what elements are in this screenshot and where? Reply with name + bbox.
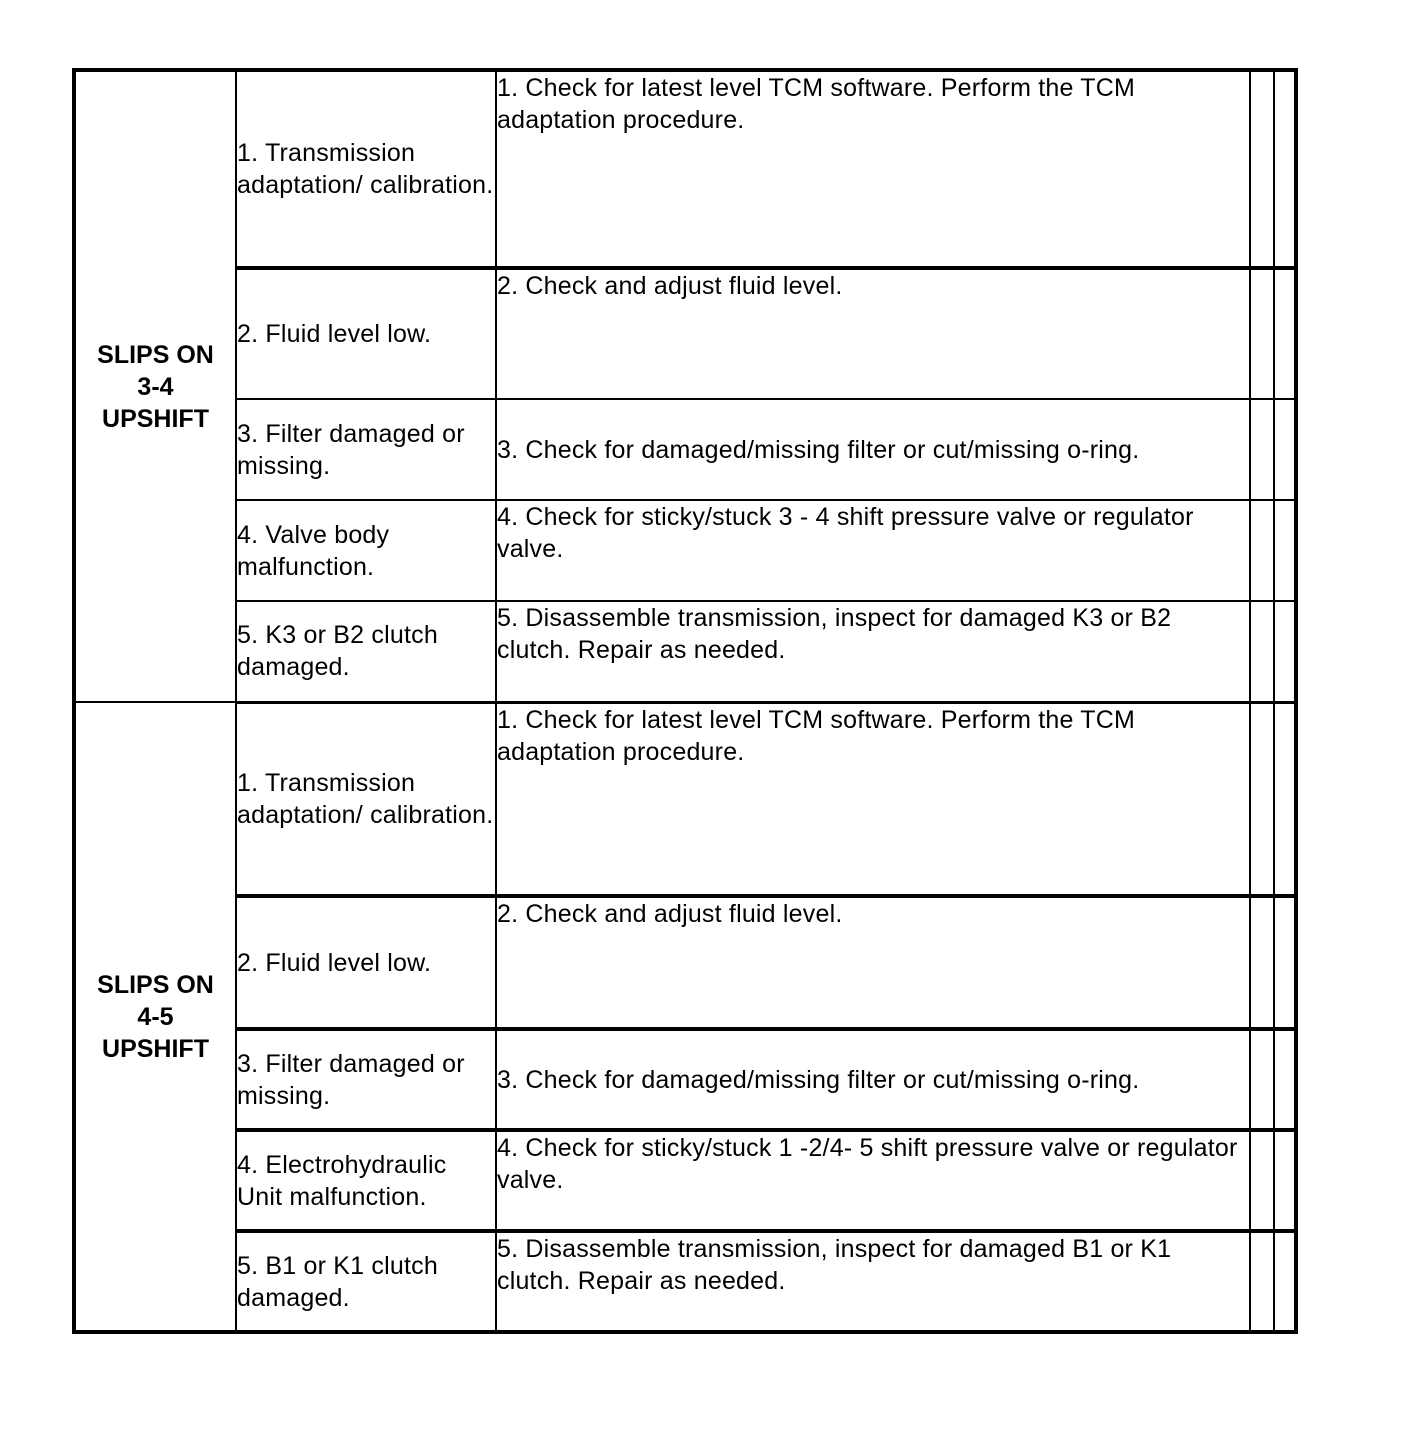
check-cell — [1250, 1231, 1274, 1332]
check-cell — [1250, 70, 1274, 268]
table-row — [74, 601, 1296, 702]
check-cell — [1250, 268, 1274, 399]
table-row — [74, 1029, 1296, 1130]
table-row — [74, 70, 1296, 268]
correction-cell: 4. Check for sticky/stuck 1 -2/4- 5 shift pressure valve or regulator valve. — [496, 1130, 1250, 1231]
check-cell — [1274, 1029, 1296, 1130]
table-row — [74, 702, 1296, 896]
condition-line: UPSHIFT — [102, 404, 209, 433]
check-cell — [1250, 702, 1274, 896]
check-cell — [1274, 70, 1296, 268]
condition-line: UPSHIFT — [102, 1034, 209, 1063]
cause-cell: 4. Valve body malfunction. — [236, 500, 496, 601]
cause-cell: 4. Electrohydraulic Unit malfunction. — [236, 1130, 496, 1231]
check-cell — [1274, 1130, 1296, 1231]
correction-cell: 5. Disassemble transmission, inspect for damaged B1 or K1 clutch. Repair as needed. — [496, 1231, 1250, 1332]
cause-cell: 2. Fluid level low. — [236, 268, 496, 399]
condition-line: 4-5 — [137, 1002, 174, 1031]
diagnosis-table — [72, 68, 1298, 1334]
condition-line: SLIPS ON — [97, 340, 214, 369]
correction-cell: 4. Check for sticky/stuck 3 - 4 shift pressure valve or regulator valve. — [496, 500, 1250, 601]
check-cell — [1274, 896, 1296, 1029]
table-row — [74, 1130, 1296, 1231]
cause-cell: 5. B1 or K1 clutch damaged. — [236, 1231, 496, 1332]
correction-cell: 2. Check and adjust fluid level. — [496, 896, 1250, 1029]
correction-cell: 3. Check for damaged/missing filter or cut/missing o-ring. — [496, 1029, 1250, 1130]
table-row — [74, 268, 1296, 399]
condition-line: SLIPS ON — [97, 970, 214, 999]
cause-cell: 5. K3 or B2 clutch damaged. — [236, 601, 496, 702]
condition-cell — [74, 702, 236, 1332]
check-cell — [1250, 1029, 1274, 1130]
condition-line: 3-4 — [137, 372, 174, 401]
check-cell — [1250, 399, 1274, 500]
check-cell — [1274, 500, 1296, 601]
correction-cell: 3. Check for damaged/missing filter or cut/missing o-ring. — [496, 399, 1250, 500]
check-cell — [1250, 896, 1274, 1029]
table-row — [74, 1231, 1296, 1332]
correction-cell: 2. Check and adjust fluid level. — [496, 268, 1250, 399]
correction-cell: 5. Disassemble transmission, inspect for damaged K3 or B2 clutch. Repair as needed. — [496, 601, 1250, 702]
check-cell — [1250, 1130, 1274, 1231]
check-cell — [1274, 1231, 1296, 1332]
cause-cell: 3. Filter damaged or missing. — [236, 1029, 496, 1130]
check-cell — [1274, 601, 1296, 702]
cause-cell: 1. Transmission adaptation/ calibration. — [236, 702, 496, 896]
correction-cell: 1. Check for latest level TCM software. Perform the TCM adaptation procedure. — [496, 70, 1250, 268]
condition-cell — [74, 70, 236, 702]
check-cell — [1274, 702, 1296, 896]
check-cell — [1250, 500, 1274, 601]
cause-cell: 1. Transmission adaptation/ calibration. — [236, 70, 496, 268]
check-cell — [1274, 268, 1296, 399]
table-row — [74, 399, 1296, 500]
check-cell — [1274, 399, 1296, 500]
cause-cell: 2. Fluid level low. — [236, 896, 496, 1029]
table-row — [74, 896, 1296, 1029]
table-row — [74, 500, 1296, 601]
cause-cell: 3. Filter damaged or missing. — [236, 399, 496, 500]
correction-cell: 1. Check for latest level TCM software. Perform the TCM adaptation procedure. — [496, 702, 1250, 896]
check-cell — [1250, 601, 1274, 702]
